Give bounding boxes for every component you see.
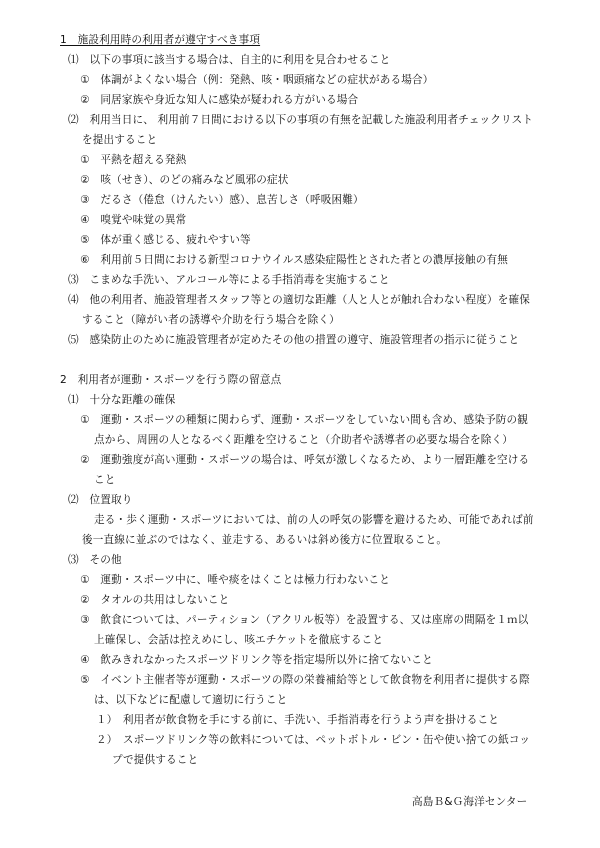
section2-item-3-sub-4: ④ 飲みきれなかったスポーツドリンク等を指定場所以外に捨てないこと	[80, 654, 433, 666]
section1-item-2: ⑵ 利用当日に、 利用前７日間における以下の事項の有無を記載した施設利用者チェックリスト	[68, 114, 533, 126]
section2-item-1-sub-1: ① 運動・スポーツの種類に関わらず、運動・スポーツをしていない間も含め、感染予防の観	[80, 414, 529, 426]
section2-item-3-sub-5: ⑤ イベント主催者等が運動・スポーツの際の栄養補給等として飲食物を利用者に提供する際	[80, 674, 530, 686]
section2-item-3-sub-2: ② タオルの共用はしないこと	[80, 594, 230, 606]
section1-item-5: ⑸ 感染防止のために施設管理者が定めたその他の措置の遵守、施設管理者の指示に従うこと	[68, 334, 520, 346]
section2-item-2-body: 走る・歩く運動・スポーツにおいては、前の人の呼気の影響を避けるため、可能であれば前	[94, 514, 534, 526]
section2-item-3-sub-1: ① 運動・スポーツ中に、唾や痰をはくことは極力行わないこと	[80, 574, 391, 586]
section1-item-4-cont: すること（障がい者の誘導や介助を行う場合を除く）	[82, 314, 340, 326]
section1-item-2-sub-4: ④ 嗅覚や味覚の異常	[80, 214, 187, 226]
section2-item-3-sub-5-cont: は、以下などに配慮して適切に行うこと	[94, 694, 288, 706]
section2-item-2-body-cont: 後一直線に並ぶのではなく、並走する、あるいは斜め後方に位置取ること。	[82, 534, 448, 546]
section2-item-3: ⑶ その他	[68, 554, 122, 566]
section2-item-1: ⑴ 十分な距離の確保	[68, 394, 176, 406]
section1-item-1-sub-2: ② 同居家族や身近な知人に感染が疑われる方がいる場合	[80, 94, 359, 106]
section2-item-2: ⑵ 位置取り	[68, 494, 133, 506]
section1-item-3: ⑶ こまめな手洗い、アルコール等による手指消毒を実施すること	[68, 274, 390, 286]
section2-item-3-sub-3-cont: 上確保し、会話は控えめにし、咳エチケットを徹底すること	[94, 634, 384, 646]
section1-item-2-sub-1: ① 平熱を超える発熱	[80, 154, 187, 166]
section2-item-3-sub-3: ③ 飲食については、パーティション（アクリル板等）を設置する、又は座席の間隔を１ｍ以	[80, 614, 529, 626]
section2-heading: 2 利用者が運動・スポーツを行う際の留意点	[60, 374, 282, 386]
section1-item-2-sub-2: ② 咳（せき）、のどの痛みなど風邪の症状	[80, 174, 289, 186]
section1-heading: 1 施設利用時の利用者が遵守すべき事項	[60, 34, 261, 46]
section2-item-3-sub-5-point-2: ２） スポーツドリンク等の飲料については、ペットボトル・ビン・缶や使い捨ての紙コッ	[96, 734, 531, 746]
section1-item-1-sub-1: ① 体調がよくない場合（例：発熱、咳・咽頭痛などの症状がある場合）	[80, 74, 434, 86]
section2-item-1-sub-2: ② 運動強度が高い運動・スポーツの場合は、呼気が激しくなるため、より一層距離を空ける	[80, 454, 530, 466]
section1-item-2-cont: を提出すること	[82, 134, 158, 146]
section1-item-4: ⑷ 他の利用者、施設管理者スタッフ等との適切な距離（人と人とが触れ合わない程度）を確保	[68, 294, 530, 306]
footer-organization: 高島Ｂ&Ｇ海洋センター	[412, 796, 528, 808]
section1-item-1: ⑴ 以下の事項に該当する場合は、自主的に利用を見合わせること	[68, 54, 391, 66]
section1-item-2-sub-6: ⑥ 利用前５日間における新型コロナウイルス感染症陽性とされた者との濃厚接触の有無	[80, 254, 509, 266]
section2-item-1-sub-2-cont: こと	[94, 474, 116, 486]
section2-item-1-sub-1-cont: 点から、周囲の人となるべく距離を空けること（介助者や誘導者の必要な場合を除く）	[94, 434, 514, 446]
section2-item-3-sub-5-point-2-cont: プで提供すること	[112, 754, 199, 766]
section1-item-2-sub-5: ⑤ 体が重く感じる、疲れやすい等	[80, 234, 251, 246]
section2-item-3-sub-5-point-1: １） 利用者が飲食物を手にする前に、手洗い、手指消毒を行うよう声を掛けること	[96, 714, 499, 726]
section1-item-2-sub-3: ③ だるさ（倦怠（けんたい）感）、息苦しさ（呼吸困難）	[80, 194, 364, 206]
